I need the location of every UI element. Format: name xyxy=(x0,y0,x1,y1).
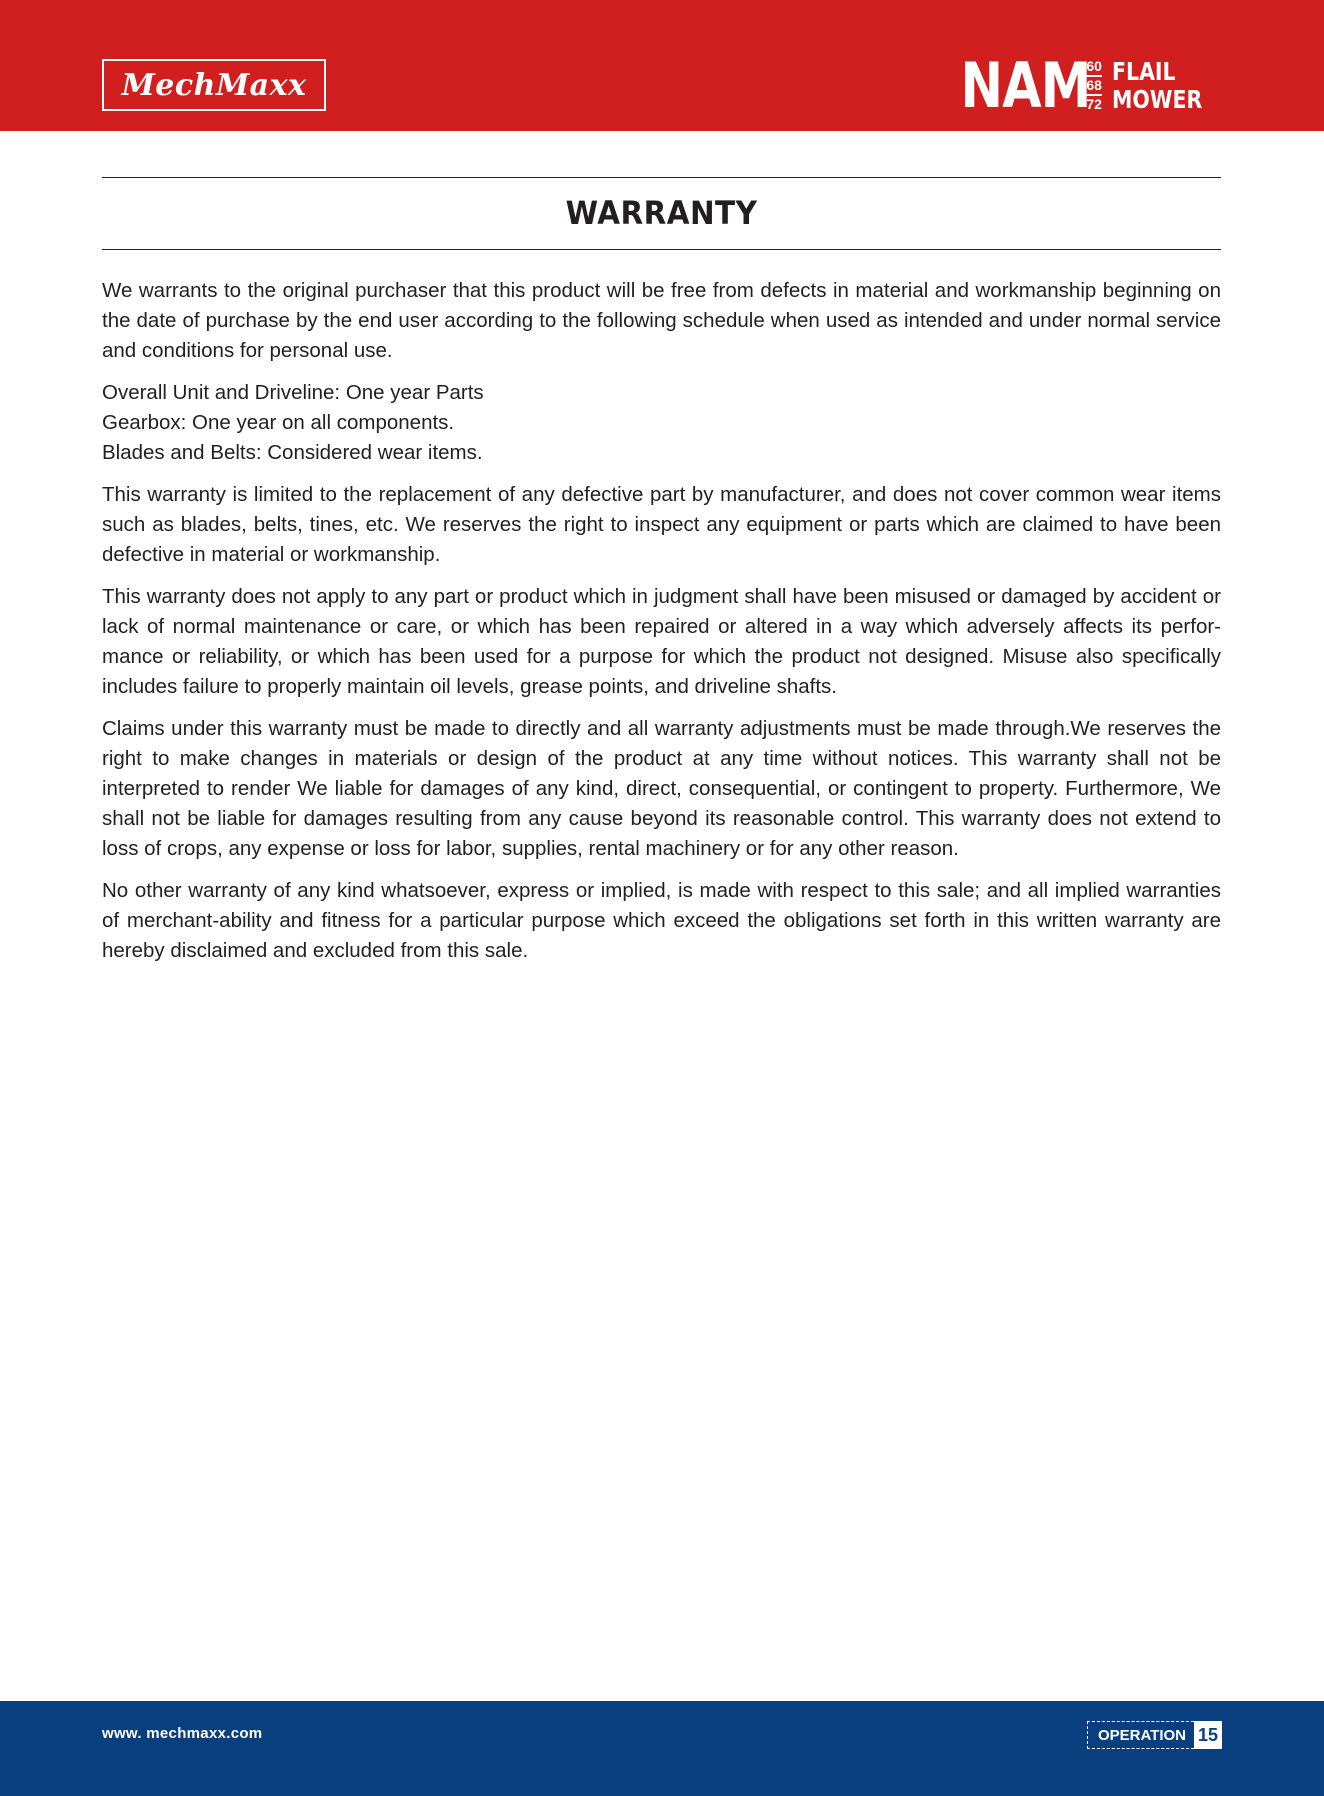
website-link[interactable]: www. mechmaxx.com xyxy=(102,1725,263,1742)
page-title: WARRANTY xyxy=(565,194,758,232)
model-type-line: MOWER xyxy=(1111,85,1203,114)
warranty-body xyxy=(102,276,1221,978)
page-footer xyxy=(0,1701,1324,1796)
brand-logo-text: MechMaxx xyxy=(121,67,307,103)
model-type xyxy=(1112,58,1202,114)
model-type-line: FLAIL xyxy=(1111,57,1176,86)
brand-logo xyxy=(102,59,326,111)
paragraph: This warranty is limited to the replacement of any defective part by manufacturer, and does not cover common wear items such as blades, belts, tines, etc. We reserves the right to inspect any equipment or parts which are claimed to have been defective in material or workmanship. xyxy=(102,483,1221,566)
schedule-item: Blades and Belts: Considered wear items. xyxy=(102,441,483,464)
model-prefix: NAM xyxy=(960,49,1091,122)
paragraph: This warranty does not apply to any part or product which in judgment shall have been misused or damaged by accident or lack of normal maintenance or care, or which has been repaired or altered in a way which adversely affects its perfor-mance or reliability, or which has been used for a purpose for which the product not designed. Misuse also specifically includes failure to properly maintain oil levels, grease points, and driveline shafts. xyxy=(102,585,1221,698)
paragraph: We warrants to the original purchaser that this product will be free from defects in material and workmanship beginning on the date of purchase by the end user according to the following schedule when used as intended and under normal service and conditions for personal use. xyxy=(102,279,1221,362)
schedule-item: Gearbox: One year on all components. xyxy=(102,411,455,434)
title-top-rule xyxy=(102,177,1221,178)
section-label: OPERATION xyxy=(1087,1721,1194,1749)
model-badge xyxy=(932,49,1222,122)
schedule-item: Overall Unit and Driveline: One year Parts xyxy=(102,381,484,404)
paragraph: Claims under this warranty must be made to directly and all warranty adjustments must be made through.We reserves the right to make changes in materials or design of the product at any time without notices. This warranty shall not be interpreted to render We liable for damages of any kind, direct, consequential, or contingent to property. Furthermore, We shall not be liable for damages resulting from any cause beyond its reasonable control. This warranty does not extend to loss of crops, any expense or loss for labor, supplies, rental machinery or for any other reason. xyxy=(102,717,1221,860)
model-size: 72 xyxy=(1086,95,1102,112)
section-tab xyxy=(1087,1721,1222,1749)
page-header xyxy=(0,0,1324,131)
title-bottom-rule xyxy=(102,249,1221,250)
page-number: 15 xyxy=(1194,1721,1222,1749)
model-size: 60 xyxy=(1086,59,1102,77)
paragraph: No other warranty of any kind whatsoever, express or implied, is made with respect to this sale; and all implied warranties of merchant-ability and fitness for a particular purpose which exceed the obligations set forth in this written warranty are hereby disclaimed and excluded from this sale. xyxy=(102,879,1221,962)
warranty-schedule xyxy=(102,378,1221,468)
model-size: 68 xyxy=(1086,78,1102,96)
